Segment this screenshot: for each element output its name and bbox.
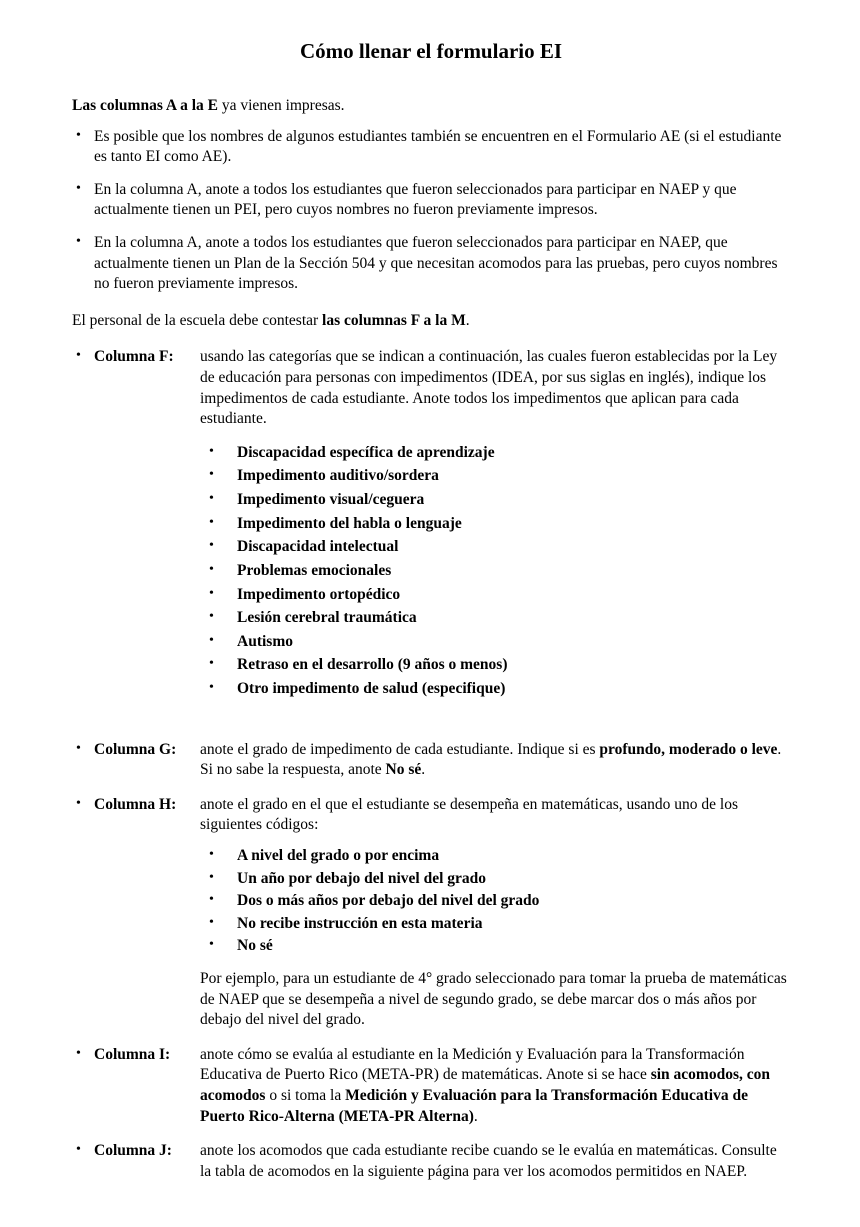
bullet-marker: •: [209, 443, 214, 459]
column-f-sublist: [200, 443, 790, 700]
bullet-marker: •: [209, 467, 214, 483]
grade-level-item-text: A nivel del grado o por encima: [237, 846, 440, 864]
column-g-label: Columna G:: [94, 740, 177, 758]
disability-item: [200, 561, 790, 582]
disability-item: [200, 679, 790, 700]
disability-item: [200, 443, 790, 464]
disability-item-text: Autismo: [237, 632, 293, 650]
column-g-text-post: .: [421, 761, 426, 779]
column-f-label: Columna F:: [94, 348, 174, 366]
grade-level-item: [200, 936, 790, 957]
column-g-body: [200, 740, 790, 781]
bullet-marker: •: [209, 632, 214, 648]
column-h-body: [200, 795, 790, 1031]
column-j-label: Columna J:: [94, 1142, 172, 1160]
column-h-label: Columna H:: [94, 795, 177, 813]
intro-bullet-2: [72, 180, 790, 221]
column-i-text-bold1: sin acomodos, con acomodos: [200, 1066, 770, 1105]
grade-level-item-text: No sé: [237, 937, 273, 955]
grade-level-item: [200, 914, 790, 935]
bullet-marker: •: [76, 127, 81, 143]
intro-lead-rest: ya vienen impresas.: [218, 96, 345, 114]
bullet-marker: •: [76, 233, 81, 249]
bullet-marker: •: [76, 1142, 81, 1158]
disability-item: [200, 608, 790, 629]
grade-level-item: [200, 846, 790, 867]
disability-item: [200, 490, 790, 511]
column-i-text-pre: anote cómo se evalúa al estudiante en la Medición y Evaluación para la Transformación Educativa de Puerto Rico (META-PR) de matemáticas. Anote si se hace: [200, 1045, 745, 1084]
staff-line: [72, 311, 790, 332]
bullet-marker: •: [209, 846, 214, 862]
column-g-item: [72, 740, 790, 781]
bullet-marker: •: [76, 180, 81, 196]
grade-level-item-text: Dos o más años por debajo del nivel del grado: [237, 892, 540, 910]
bullet-marker: •: [209, 514, 214, 530]
bullet-marker: •: [209, 892, 214, 908]
column-g-text-mid: . Si no sabe la respuesta, anote: [200, 740, 782, 779]
bullet-marker: •: [209, 914, 214, 930]
disability-item-text: Impedimento ortopédico: [237, 585, 401, 603]
column-f-body: [200, 347, 790, 725]
disability-item-text: Impedimento auditivo/sordera: [237, 467, 439, 485]
bullet-marker: •: [76, 348, 81, 364]
column-j-item: [72, 1141, 790, 1182]
column-h-example: Por ejemplo, para un estudiante de 4° grado seleccionado para tomar la prueba de matemáticas de NAEP que se desempeña a nivel de segundo grado, se debe marcar dos o más años por debajo del nivel del grado.: [200, 970, 787, 1029]
intro-bullet-3: [72, 233, 790, 295]
column-h-item: [72, 795, 790, 1031]
intro-lead: [72, 96, 790, 117]
bullet-marker: •: [209, 538, 214, 554]
bullet-marker: •: [209, 491, 214, 507]
disability-item-text: Discapacidad intelectual: [237, 538, 399, 556]
bullet-marker: •: [76, 740, 81, 756]
bullet-marker: •: [76, 1045, 81, 1061]
column-i-text-bold2: Medición y Evaluación para la Transformación Educativa de Puerto Rico-Alterna (META-PR Alterna): [200, 1087, 748, 1125]
staff-line-pre: El personal de la escuela debe contestar: [72, 311, 323, 329]
disability-item: [200, 655, 790, 676]
bullet-marker: •: [209, 937, 214, 953]
column-i-label: Columna I:: [94, 1045, 171, 1063]
bullet-marker: •: [209, 609, 214, 625]
disability-item-text: Impedimento visual/ceguera: [237, 491, 425, 509]
column-i-item: [72, 1045, 790, 1127]
staff-line-bold: las columnas F a la M: [322, 311, 466, 329]
bullet-marker: •: [209, 561, 214, 577]
bullet-marker: •: [209, 679, 214, 695]
intro-lead-bold: Las columnas A a la E: [72, 96, 218, 114]
staff-line-post: .: [465, 311, 470, 329]
column-j-text: anote los acomodos que cada estudiante recibe cuando se le evalúa en matemáticas. Consulte la tabla de acomodos en la siguiente página para ver los acomodos permitidos en NAEP.: [200, 1142, 777, 1180]
column-h-text: anote el grado en el que el estudiante se desempeña en matemáticas, usando uno de los siguientes códigos:: [200, 795, 739, 834]
disability-item: [200, 466, 790, 487]
column-i-body: [200, 1045, 790, 1127]
disability-item: [200, 585, 790, 606]
disability-item-text: Otro impedimento de salud (especifique): [237, 679, 506, 697]
grade-level-item-text: No recibe instrucción en esta materia: [237, 914, 483, 932]
disability-item-text: Lesión cerebral traumática: [237, 609, 417, 627]
disability-item: [200, 514, 790, 535]
bullet-marker: •: [209, 869, 214, 885]
column-h-sublist: [200, 846, 790, 957]
grade-level-item: [200, 891, 790, 912]
column-j-body: [200, 1141, 790, 1182]
disability-item-text: Impedimento del habla o lenguaje: [237, 514, 462, 532]
column-g-text-bold2: No sé: [385, 761, 422, 779]
intro-bullet-1-text: Es posible que los nombres de algunos estudiantes también se encuentren en el Formulario AE (si el estudiante es tanto EI como AE).: [94, 127, 782, 166]
disability-item: [200, 632, 790, 653]
bullet-marker: •: [209, 656, 214, 672]
column-g-text-bold1: profundo, moderado o leve: [599, 740, 778, 758]
page-title: Cómo llenar el formulario EI: [299, 39, 563, 63]
bullet-marker: •: [209, 585, 214, 601]
intro-bullet-3-text: En la columna A, anote a todos los estudiantes que fueron seleccionados para participar en NAEP, que actualmente tienen un Plan de la Sección 504 y que necesitan acomodos para las pruebas, pero cuyos nombres no fueron previamente impresos.: [94, 233, 778, 293]
grade-level-item: [200, 869, 790, 890]
column-f-text: usando las categorías que se indican a continuación, las cuales fueron establecidas por la Ley de educación para personas con impedimentos (IDEA, por sus siglas en inglés), indique los impedimentos de cada estudiante. Anote todos los impedimentos que aplican para cada estudiante.: [200, 348, 778, 428]
disability-item-text: Discapacidad específica de aprendizaje: [237, 443, 495, 461]
intro-bullet-1: [72, 127, 790, 168]
grade-level-item-text: Un año por debajo del nivel del grado: [237, 869, 487, 887]
column-i-text-post: .: [473, 1107, 478, 1125]
intro-bullet-2-text: En la columna A, anote a todos los estudiantes que fueron seleccionados para participar en NAEP y que actualmente tienen un PEI, pero cuyos nombres no fueron previamente impresos.: [94, 180, 737, 219]
disability-item-text: Retraso en el desarrollo (9 años o menos): [237, 656, 508, 674]
column-i-text-mid: o si toma la: [265, 1087, 346, 1105]
disability-item-text: Problemas emocionales: [237, 561, 392, 579]
bullet-marker: •: [76, 795, 81, 811]
column-f-item: [72, 347, 790, 725]
disability-item: [200, 537, 790, 558]
column-g-text-pre: anote el grado de impedimento de cada estudiante. Indique si es: [200, 740, 600, 758]
